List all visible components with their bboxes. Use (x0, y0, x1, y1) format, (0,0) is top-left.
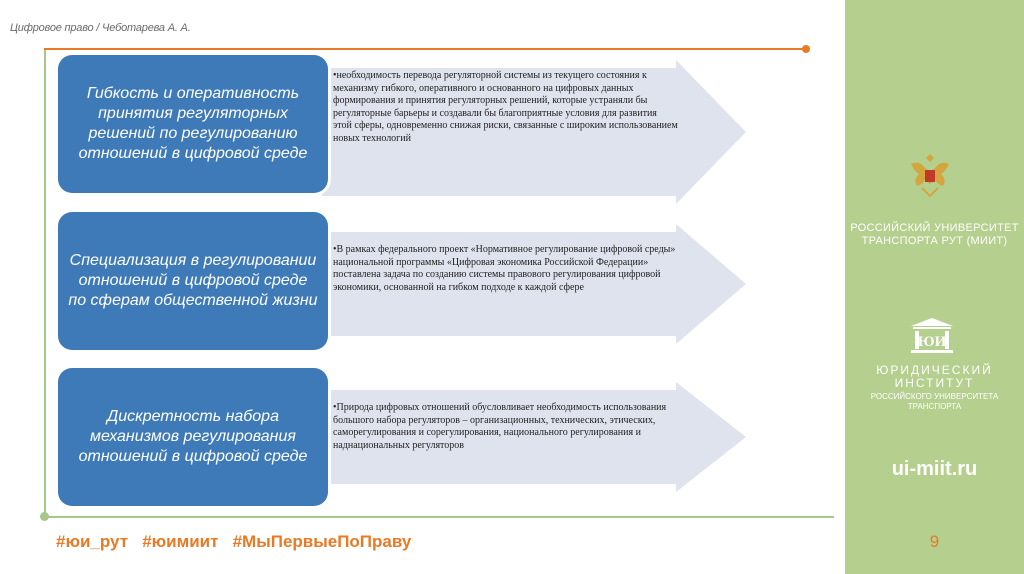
footer-hashtags: #юи_рут #юимиит #МыПервыеПоПраву (56, 532, 412, 551)
heading-box-3: Дискретность набора механизмов регулирования отношений в цифровой среде (58, 368, 328, 506)
bottom-divider-dot (40, 512, 49, 521)
top-divider-dot (802, 45, 810, 53)
heading-box-1: Гибкость и оперативность принятия регуляторных решений по регулированию отношений в цифровой среде (58, 55, 328, 193)
website-url: ui-miit.ru (891, 458, 978, 480)
top-divider (44, 48, 806, 50)
institute-title: ЮРИДИЧЕСКИЙ ИНСТИТУТ (876, 363, 993, 390)
arrow-text-1: •необходимость перевода регуляторной системы из текущего состояния к механизму гибкого, оперативного и основанного на цифровых данных формирования и принятия регуляторных решений, которые устраняли бы регуляторные барьеры и создавали бы благоприятные условия для развития этой сферы, одновременно снижая риски, связанные с широким использованием новых технологий (333, 70, 678, 144)
bottom-divider (44, 516, 834, 518)
institute-subtitle: РОССИЙСКОГО УНИВЕРСИТЕТА ТРАНСПОРТА (870, 392, 999, 411)
institute-logo-icon (909, 316, 955, 356)
university-name: РОССИЙСКИЙ УНИВЕРСИТЕТ ТРАНСПОРТА РУТ (МИИТ) (850, 222, 1019, 247)
page-number: 9 (929, 532, 940, 551)
heading-box-2: Специализация в регулировании отношений в цифровой среде по сферам общественной жизни (58, 212, 328, 350)
institute-logo-text: ЮИ (917, 334, 947, 350)
arrow-text-3: •Природа цифровых отношений обусловливает необходимость использования большого набора регуляторов – организационных, технических, этических, саморегулирования и сорегулирования, национального регулирования и наднациональных регуляторов (333, 402, 667, 451)
header-title: Цифровое право / Чеботарева А. А. (10, 22, 191, 34)
left-vertical-line (44, 50, 46, 520)
arrow-text-2: •В рамках федерального проект «Нормативное регулирование цифровой среды» национальной программы «Цифровая экономика Российской Федерации» поставлена задача по созданию системы правового регулирования цифровой экономики, основанной на гибком подходе к каждой сфере (333, 244, 676, 293)
sidebar (845, 0, 1024, 574)
coat-of-arms-icon (907, 150, 953, 200)
